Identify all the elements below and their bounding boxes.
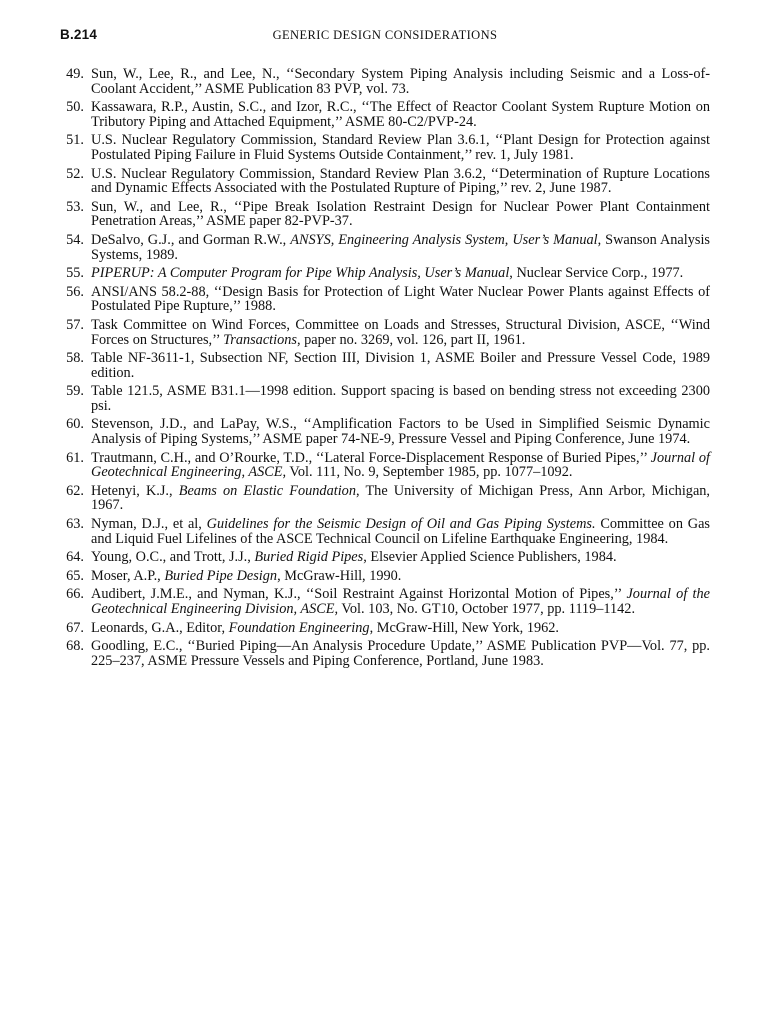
reference-title-italic: Transactions (223, 331, 297, 348)
reference-text-segment: Sun, W., and Lee, R., ‘‘Pipe Break Isolation Restraint Design for Nuclear Power Plant Containment Penetration Areas,’’ ASME paper 82-PVP-37. (91, 198, 710, 230)
reference-text (91, 66, 710, 97)
reference-number: 53. (66, 198, 84, 215)
reference-text-segment: Goodling, E.C., ‘‘Buried Piping—An Analysis Procedure Update,’’ ASME Publication PVP—Vol. 77, pp. 225–237, ASME Pressure Vessels and Piping Conference, Portland, June 1983. (91, 638, 710, 669)
reference-title-italic: Buried Pipe Design (164, 567, 278, 584)
reference-text (91, 483, 710, 514)
reference-text-segment: , Swanson Analysis Systems, 1989. (91, 231, 710, 263)
reference-text-segment: ANSI/ANS 58.2-88, ‘‘Design Basis for Protection of Light Water Nuclear Power Plants against Effects of Postulated Pipe Rupture,’’ 1988. (91, 283, 710, 315)
reference-title-italic: Buried Rigid Pipes (254, 549, 364, 566)
reference-number: 63. (66, 516, 84, 533)
reference-item (60, 569, 710, 584)
reference-text-segment: Trautmann, C.H., and O’Rourke, T.D., ‘‘Lateral Force-Displacement Response of Buried Pipes,’’ (91, 449, 651, 466)
running-title: GENERIC DESIGN CONSIDERATIONS (272, 28, 498, 42)
reference-item (60, 484, 710, 513)
reference-item (60, 417, 710, 446)
reference-text-segment: Leonards, G.A., Editor, (91, 619, 229, 636)
reference-number: 58. (66, 350, 84, 367)
reference-text-segment: Vol. 103, No. GT10, October 1977, pp. 1119–1142. (338, 601, 636, 617)
reference-text (91, 549, 617, 565)
reference-title-italic: PIPERUP: A Computer Program for Pipe Whip Analysis, User’s Manual (91, 265, 510, 282)
reference-text-segment: , The University of Michigan Press, Ann Arbor, Michigan, 1967. (91, 482, 711, 514)
reference-text (91, 232, 710, 263)
reference-item (60, 167, 710, 196)
reference-item (60, 621, 710, 636)
reference-text-segment: Young, O.C., and Trott, J.J., (91, 549, 255, 566)
reference-item (60, 200, 710, 229)
reference-item (60, 517, 710, 546)
reference-text (91, 166, 710, 197)
reference-item (60, 451, 710, 480)
reference-item (60, 384, 710, 413)
reference-list (60, 67, 710, 672)
reference-number: 65. (66, 567, 84, 584)
reference-text (91, 516, 710, 547)
reference-text (91, 132, 710, 163)
reference-item (60, 233, 710, 262)
reference-text (91, 568, 401, 584)
reference-item (60, 67, 710, 96)
page-number: B.214 (60, 27, 98, 42)
reference-text-segment: Kassawara, R.P., Austin, S.C., and Izor, R.C., ‘‘The Effect of Reactor Coolant System Rupture Motion on Tributory Piping and Attached Equipment,’’ ASME 80-C2/PVP-24. (91, 99, 710, 130)
reference-number: 60. (66, 416, 84, 433)
reference-text (91, 284, 710, 315)
reference-text (91, 586, 710, 617)
reference-text-segment: , McGraw-Hill, 1990. (277, 567, 402, 584)
reference-text-segment: Audibert, J.M.E., and Nyman, K.J., ‘‘Soil Restraint Against Horizontal Motion of Pipes,’’ (91, 586, 627, 603)
reference-text-segment: , McGraw-Hill, New York, 1962. (369, 619, 559, 636)
reference-text (91, 383, 710, 414)
reference-text-segment: Moser, A.P., (91, 567, 165, 584)
reference-number: 62. (66, 482, 84, 499)
running-head (60, 27, 710, 45)
reference-text (91, 350, 710, 381)
reference-title-italic: Journal of the Geotechnical Engineering Division, ASCE, (91, 586, 711, 617)
reference-number: 66. (66, 586, 84, 603)
reference-number: 54. (66, 231, 84, 248)
reference-text (91, 99, 710, 130)
reference-number: 61. (66, 449, 84, 466)
reference-text-segment: Task Committee on Wind Forces, Committee on Loads and Stresses, Structural Division, ASCE, ‘‘Wind Forces on Structures,’’ (91, 316, 710, 348)
reference-text-segment: , Nuclear Service Corp., 1977. (509, 265, 684, 282)
reference-item (60, 318, 710, 347)
reference-number: 51. (66, 132, 84, 149)
reference-text-segment: DeSalvo, G.J., and Gorman R.W., (91, 231, 291, 248)
reference-text-segment: Nyman, D.J., et al, (91, 516, 207, 533)
reference-number: 55. (66, 265, 84, 282)
reference-item (60, 100, 710, 129)
reference-text (91, 265, 683, 281)
reference-text-segment: Vol. 111, No. 9, September 1985, pp. 1077–1092. (286, 464, 573, 481)
reference-text-segment: Sun, W., Lee, R., and Lee, N., ‘‘Secondary System Piping Analysis including Seismic and a Loss-of-Coolant Accident,’’ ASME Publication 83 PVP, vol. 73. (91, 66, 710, 97)
reference-text-segment: U.S. Nuclear Regulatory Commission, Standard Review Plan 3.6.1, ‘‘Plant Design for Protection against Postulated Piping Failure in Fluid Systems Outside Containment,’’ rev. 1, July 1981. (91, 132, 710, 163)
reference-text-segment: , paper no. 3269, vol. 126, part II, 1961. (296, 331, 526, 348)
reference-text-segment: Table 121.5, ASME B31.1—1998 edition. Support spacing is based on bending stress not exceeding 2300 psi. (91, 383, 710, 414)
reference-text-segment: , Elsevier Applied Science Publishers, 1984. (363, 549, 617, 566)
reference-item (60, 351, 710, 380)
reference-text-segment: Table NF-3611-1, Subsection NF, Section III, Division 1, ASME Boiler and Pressure Vessel Code, 1989 edition. (91, 350, 710, 381)
reference-item (60, 587, 710, 616)
reference-number: 56. (66, 283, 84, 300)
reference-item (60, 133, 710, 162)
reference-number: 57. (66, 316, 84, 333)
reference-text-segment: Committee on Gas and Liquid Fuel Lifelines of the ASCE Technical Council on Lifeline Earthquake Engineering, 1984. (91, 516, 710, 547)
reference-item (60, 285, 710, 314)
reference-title-italic: ANSYS, Engineering Analysis System, User’s Manual (290, 231, 598, 248)
reference-text (91, 199, 710, 230)
reference-number: 64. (66, 549, 84, 566)
reference-title-italic: Guidelines for the Seismic Design of Oil and Gas Piping Systems. (206, 516, 596, 533)
reference-text (91, 620, 559, 636)
reference-text (91, 416, 710, 447)
reference-number: 67. (66, 619, 84, 636)
reference-title-italic: Beams on Elastic Foundation (178, 482, 356, 499)
reference-number: 52. (66, 165, 84, 182)
reference-number: 50. (66, 99, 84, 116)
reference-title-italic: Foundation Engineering (228, 619, 370, 636)
reference-text-segment: U.S. Nuclear Regulatory Commission, Standard Review Plan 3.6.2, ‘‘Determination of Rupture Locations and Dynamic Effects Associated with the Postulated Rupture of Piping,’’ rev. 2, June 1987. (91, 165, 710, 197)
reference-number: 59. (66, 383, 84, 400)
reference-text-segment: Stevenson, J.D., and LaPay, W.S., ‘‘Amplification Factors to be Used in Simplified Seismic Dynamic Analysis of Piping Systems,’’ ASME paper 74-NE-9, Pressure Vessel and Piping Conference, June 1974. (91, 416, 710, 448)
reference-text (91, 638, 710, 669)
reference-item (60, 639, 710, 668)
reference-text (91, 317, 710, 348)
reference-number: 68. (66, 638, 84, 655)
reference-number: 49. (66, 66, 84, 82)
reference-title-italic: Journal of Geotechnical Engineering, ASCE, (91, 449, 710, 481)
reference-text-segment: Hetenyi, K.J., (91, 482, 179, 499)
reference-text (91, 450, 710, 481)
reference-item (60, 266, 710, 281)
reference-item (60, 550, 710, 565)
